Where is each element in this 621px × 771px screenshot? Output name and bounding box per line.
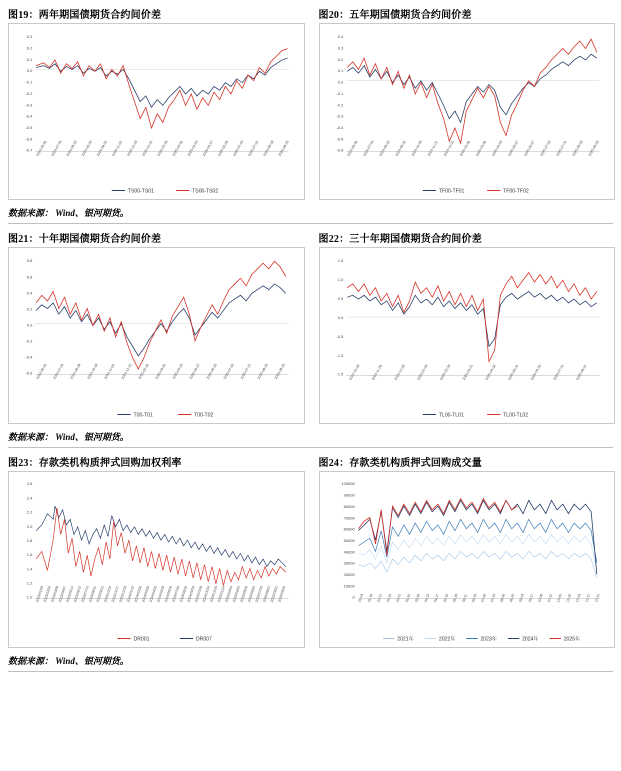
figure-row-3 [0,448,621,648]
svg-text:60000: 60000 [343,526,355,532]
svg-text:2025/06/04: 2025/06/04 [247,585,257,603]
svg-text:-0.4: -0.4 [335,125,343,130]
figure-title-24: 图24：存款类机构质押式回购成交量 [318,458,482,469]
svg-text:2023/04/07: 2023/04/07 [57,585,67,603]
svg-text:2024-06-06: 2024-06-06 [35,362,48,380]
svg-text:2024-11-05: 2024-11-05 [111,140,124,157]
svg-text:2023/03/08: 2023/03/08 [50,585,60,603]
chart-21-svg [9,248,304,423]
svg-text:2025-08-28: 2025-08-28 [262,139,275,157]
svg-text:2025-07-03: 2025-07-03 [232,139,245,157]
svg-text:2023/07/12: 2023/07/12 [80,585,90,603]
source-note-2: 数据来源： Wind、银河期货。 [8,432,129,442]
svg-text:2025/08/01: 2025/08/01 [262,585,272,603]
svg-text:2025-05-07: 2025-05-07 [188,362,201,380]
svg-text:40000: 40000 [343,549,355,555]
figure-row-1 [0,0,621,200]
svg-text:2025-06-05: 2025-06-05 [205,362,218,380]
svg-text:2024/05/28: 2024/05/28 [156,585,166,603]
chart-23-xaxis [35,585,286,602]
svg-text:04-27: 04-27 [432,593,440,603]
svg-text:2025-09-25: 2025-09-25 [277,139,290,157]
svg-text:1.8: 1.8 [26,538,33,543]
chart-19-xaxis [35,140,289,157]
svg-text:2023/11/17: 2023/11/17 [110,585,120,603]
svg-text:03-15: 03-15 [404,593,411,603]
svg-text:2024年: 2024年 [521,636,539,643]
svg-text:0: 0 [351,594,355,600]
chart-22-yaxis [336,258,344,377]
svg-text:-0.1: -0.1 [335,90,343,96]
figure-row-2 [0,224,621,424]
svg-text:2025-05-07: 2025-05-07 [506,139,519,157]
svg-text:2024-08-30: 2024-08-30 [394,139,407,157]
svg-text:1.6: 1.6 [26,552,33,558]
svg-text:DR001: DR001 [133,636,150,643]
svg-text:07-23: 07-23 [489,593,496,603]
svg-text:2021年: 2021年 [396,636,414,643]
chart-24-xaxis [357,593,600,603]
svg-text:2025年: 2025年 [563,636,580,643]
svg-text:2024-06-06: 2024-06-06 [345,139,359,157]
svg-text:2024-08-09: 2024-08-09 [69,362,82,380]
svg-text:07-09: 07-09 [479,593,487,603]
svg-text:-0.7: -0.7 [25,147,33,153]
svg-text:-0.5: -0.5 [335,333,343,339]
svg-text:0.5: 0.5 [337,296,343,302]
svg-text:100000: 100000 [340,481,355,487]
svg-text:2025-07-31: 2025-07-31 [554,139,568,157]
chart-20 [319,23,616,200]
svg-text:2024/08/26: 2024/08/26 [178,585,188,603]
svg-text:0.0: 0.0 [337,79,343,85]
svg-text:-0.2: -0.2 [335,102,343,108]
svg-text:2025-02-06: 2025-02-06 [458,139,471,157]
svg-text:2023/10/19: 2023/10/19 [103,585,113,603]
svg-text:09-03: 09-03 [517,593,525,603]
svg-text:02-01: 02-01 [375,593,383,603]
chart-20-yaxis [336,34,344,153]
svg-text:11-05: 11-05 [555,593,563,603]
svg-text:2025-07-03: 2025-07-03 [222,362,235,380]
svg-text:10000: 10000 [343,583,355,589]
svg-text:0.2: 0.2 [337,56,343,62]
svg-text:2024-12-03: 2024-12-03 [126,139,139,157]
svg-text:2024/01/19: 2024/01/19 [125,585,136,603]
svg-text:0.0: 0.0 [26,322,33,328]
svg-text:06-25: 06-25 [470,593,478,603]
svg-text:1.4: 1.4 [26,566,33,572]
svg-text:2025-03-06: 2025-03-06 [474,139,487,157]
source-note-3: 数据来源： Wind、银河期货。 [8,656,129,666]
svg-text:-0.4: -0.4 [25,354,33,360]
svg-text:0.4: 0.4 [26,290,33,296]
svg-text:2025-03-31: 2025-03-31 [461,363,474,381]
svg-text:DR007: DR007 [195,636,212,643]
svg-text:2024/06/26: 2024/06/26 [163,585,173,603]
svg-text:-0.3: -0.3 [335,113,343,119]
svg-text:2025-04-30: 2025-04-30 [484,363,497,381]
svg-text:-1.0: -1.0 [335,352,343,358]
svg-text:2025-04-03: 2025-04-03 [171,362,184,380]
svg-text:0.1: 0.1 [26,56,33,62]
svg-text:2025-07-31: 2025-07-31 [552,363,565,381]
svg-text:2023/05/12: 2023/05/12 [65,585,75,603]
chart-21-legend [117,412,213,418]
svg-text:2025/01/24: 2025/01/24 [216,585,226,603]
svg-text:2023年: 2023年 [479,636,497,643]
svg-text:-0.1: -0.1 [25,79,33,85]
svg-text:12-17: 12-17 [584,593,591,603]
svg-text:TF00-TF01: TF00-TF01 [438,188,464,195]
svg-text:-0.6: -0.6 [335,147,343,153]
chart-20-svg [320,24,615,199]
svg-text:2024/11/26: 2024/11/26 [201,585,211,603]
figure-cell-22 [311,224,621,424]
svg-text:1.0: 1.0 [26,594,33,600]
svg-text:2024/07/26: 2024/07/26 [171,585,181,603]
svg-text:2025-02-05: 2025-02-05 [156,139,169,157]
svg-text:2025-05-07: 2025-05-07 [201,139,215,157]
svg-text:TL00-TL01: TL00-TL01 [438,412,464,419]
svg-text:0.0: 0.0 [337,314,343,320]
svg-text:2025-08-28: 2025-08-28 [256,362,269,380]
chart-22-xaxis [348,364,587,381]
chart-21-yaxis [25,258,33,376]
svg-text:0.1: 0.1 [337,68,343,74]
svg-text:2025-02-28: 2025-02-28 [438,363,451,381]
chart-21 [8,247,305,424]
svg-text:2024-12-29: 2024-12-29 [393,363,406,381]
svg-text:T00-T01: T00-T01 [133,412,153,419]
svg-text:50000: 50000 [343,538,355,543]
svg-text:2024-10-08: 2024-10-08 [410,139,423,157]
svg-text:2023/08/11: 2023/08/11 [88,585,98,603]
svg-text:0.2: 0.2 [26,45,33,51]
svg-text:2022年: 2022年 [438,636,455,643]
svg-text:2025-07-31: 2025-07-31 [247,139,260,157]
svg-text:2024-06-06: 2024-06-06 [35,139,48,157]
svg-text:T00-T02: T00-T02 [194,412,214,419]
svg-text:1.2: 1.2 [26,580,33,586]
svg-text:2024-07-05: 2024-07-05 [50,139,63,157]
svg-text:0.3: 0.3 [337,45,343,51]
svg-text:0.8: 0.8 [26,258,33,264]
svg-text:09-17: 09-17 [527,593,534,603]
chart-24-svg [320,472,615,647]
svg-text:90000: 90000 [343,492,355,498]
svg-text:-1.5: -1.5 [335,371,343,377]
svg-text:2024-08-02: 2024-08-02 [378,139,391,157]
divider-3 [8,671,613,672]
chart-21-xaxis [35,363,286,380]
svg-text:2025-09-25: 2025-09-25 [273,362,286,380]
svg-text:2025-03-06: 2025-03-06 [154,362,167,380]
svg-text:0.4: 0.4 [337,34,343,40]
svg-text:2024/12/25: 2024/12/25 [209,585,219,603]
svg-text:2.0: 2.0 [26,523,33,529]
svg-text:2024-12-31: 2024-12-31 [141,139,154,157]
svg-text:-0.6: -0.6 [25,136,33,142]
svg-text:-0.3: -0.3 [25,102,33,108]
svg-text:05-29: 05-29 [451,593,459,603]
svg-text:2.4: 2.4 [26,495,33,501]
figure-title-21: 图21：十年期国债期货合约间价差 [8,234,162,245]
figure-title-22: 图22：三十年期国债期货合约间价差 [318,234,482,245]
source-note-1: 数据来源： Wind、银河期货。 [8,208,129,218]
chart-23-yaxis [27,481,33,600]
chart-24-legend [383,635,580,642]
svg-text:2024/04/25: 2024/04/25 [148,585,158,603]
svg-text:-0.2: -0.2 [25,90,33,96]
svg-text:03-01: 03-01 [394,593,402,603]
svg-text:01-04: 01-04 [357,593,364,603]
svg-text:2024-11-29: 2024-11-29 [370,364,383,381]
chart-19-svg [9,24,304,199]
svg-text:06-11: 06-11 [461,593,468,603]
svg-text:80000: 80000 [343,503,355,509]
svg-text:0.6: 0.6 [26,274,33,280]
svg-text:12-03: 12-03 [574,593,582,603]
svg-text:2025-06-07: 2025-06-07 [522,139,535,157]
svg-text:2025-02-06: 2025-02-06 [137,362,150,380]
svg-text:2025-03-06: 2025-03-06 [171,139,184,157]
svg-text:-0.5: -0.5 [335,136,343,142]
chart-19 [8,23,305,200]
svg-text:2025-09-25: 2025-09-25 [587,139,600,157]
chart-22-svg [320,248,615,423]
svg-text:70000: 70000 [343,515,355,521]
svg-text:05-15: 05-15 [442,593,449,603]
svg-text:30000: 30000 [343,560,355,566]
svg-text:2024/10/28: 2024/10/28 [194,585,204,603]
svg-text:2023/09/12: 2023/09/12 [95,585,105,603]
chart-23-svg [9,472,304,647]
svg-text:20000: 20000 [343,572,355,578]
svg-text:-0.2: -0.2 [25,338,33,344]
svg-text:08-06: 08-06 [498,593,506,603]
svg-text:08-20: 08-20 [508,593,515,603]
svg-text:2025/03/04: 2025/03/04 [224,585,234,603]
svg-text:2024-07-04: 2024-07-04 [361,139,375,157]
svg-text:0.3: 0.3 [26,34,33,40]
svg-text:-0.5: -0.5 [25,125,33,130]
figure-title-20: 图20：五年期国债期货合约间价差 [318,10,472,21]
svg-text:-0.6: -0.6 [25,370,33,376]
figure-cell-24 [311,448,621,648]
svg-text:0.0: 0.0 [26,68,33,74]
svg-text:10-08: 10-08 [536,593,544,603]
chart-19-legend [112,188,219,194]
svg-text:01-18: 01-18 [366,593,373,603]
svg-text:2023/02/06: 2023/02/06 [42,585,52,603]
svg-text:1.5: 1.5 [337,258,343,264]
svg-text:TF00-TF02: TF00-TF02 [502,188,529,195]
svg-text:2024-12-31: 2024-12-31 [120,362,133,380]
svg-text:2.6: 2.6 [26,481,33,487]
chart-23 [8,471,305,648]
svg-text:2025-07-31: 2025-07-31 [239,362,252,380]
figure-cell-19 [0,0,311,200]
svg-text:2025-08-28: 2025-08-28 [571,139,584,157]
svg-text:03-29: 03-29 [413,593,421,603]
svg-text:2024/03/26: 2024/03/26 [141,585,151,603]
figure-cell-23 [0,448,311,648]
figure-cell-20 [311,0,621,200]
svg-text:2025-06-05: 2025-06-05 [217,139,230,157]
svg-text:04-13: 04-13 [423,593,430,603]
svg-text:2025-08-31: 2025-08-31 [574,363,587,381]
chart-20-legend [422,188,528,194]
svg-text:2025/09/25: 2025/09/25 [277,585,287,603]
svg-text:2025-04-03: 2025-04-03 [490,139,503,157]
svg-text:2025/09/01: 2025/09/01 [269,585,279,603]
figure-cell-21 [0,224,311,424]
svg-text:2024-11-01: 2024-11-01 [426,140,439,157]
svg-text:2024-09-30: 2024-09-30 [95,139,109,157]
svg-text:12-31: 12-31 [593,593,600,603]
svg-text:2023/06/12: 2023/06/12 [72,585,83,603]
svg-text:11-19: 11-19 [565,593,572,603]
svg-text:-0.4: -0.4 [25,113,33,119]
svg-text:2025/05/06: 2025/05/06 [239,585,249,603]
svg-text:TS00-TS02: TS00-TS02 [192,188,219,195]
svg-text:02-15: 02-15 [385,593,392,603]
svg-text:2025-04-03: 2025-04-03 [186,139,199,157]
svg-text:2024-07-05: 2024-07-05 [52,362,65,380]
svg-text:2025/04/02: 2025/04/02 [231,585,241,603]
svg-text:TS00-TS01: TS00-TS01 [127,188,154,195]
svg-text:2023/01/06: 2023/01/06 [35,585,45,603]
chart-22-legend [422,412,527,418]
svg-text:2024-08-02: 2024-08-02 [65,139,78,157]
svg-text:2024/02/26: 2024/02/26 [133,585,143,603]
svg-text:2024-10-29: 2024-10-29 [347,363,360,381]
svg-text:2025-05-31: 2025-05-31 [506,363,519,381]
figure-title-23: 图23：存款类机构质押式回购加权利率 [8,458,182,469]
chart-19-yaxis [25,34,33,153]
chart-22 [319,247,616,424]
svg-text:2024-08-30: 2024-08-30 [80,139,93,157]
svg-text:2023/12/19: 2023/12/19 [118,585,128,603]
svg-text:2025-01-29: 2025-01-29 [415,363,429,381]
svg-text:2025-06-30: 2025-06-30 [529,363,542,381]
svg-text:1.0: 1.0 [337,277,343,283]
svg-text:2.2: 2.2 [26,509,33,515]
svg-text:2025-07-03: 2025-07-03 [538,139,552,157]
svg-text:2024-10-08: 2024-10-08 [86,362,99,380]
chart-24-yaxis [341,481,355,600]
svg-text:TL00-TL02: TL00-TL02 [502,412,528,419]
svg-text:0.2: 0.2 [26,306,33,312]
svg-text:10-22: 10-22 [546,593,553,603]
svg-text:2025/07/03: 2025/07/03 [254,585,264,603]
chart-24 [319,471,616,648]
svg-text:2024/09/25: 2024/09/25 [186,585,196,603]
chart-23-legend [117,636,212,642]
svg-text:2024-11-05: 2024-11-05 [103,363,116,380]
chart-20-xaxis [346,140,599,157]
svg-text:2024-12-31: 2024-12-31 [442,139,455,157]
figure-title-19: 图19：两年期国债期货合约间价差 [8,10,162,21]
